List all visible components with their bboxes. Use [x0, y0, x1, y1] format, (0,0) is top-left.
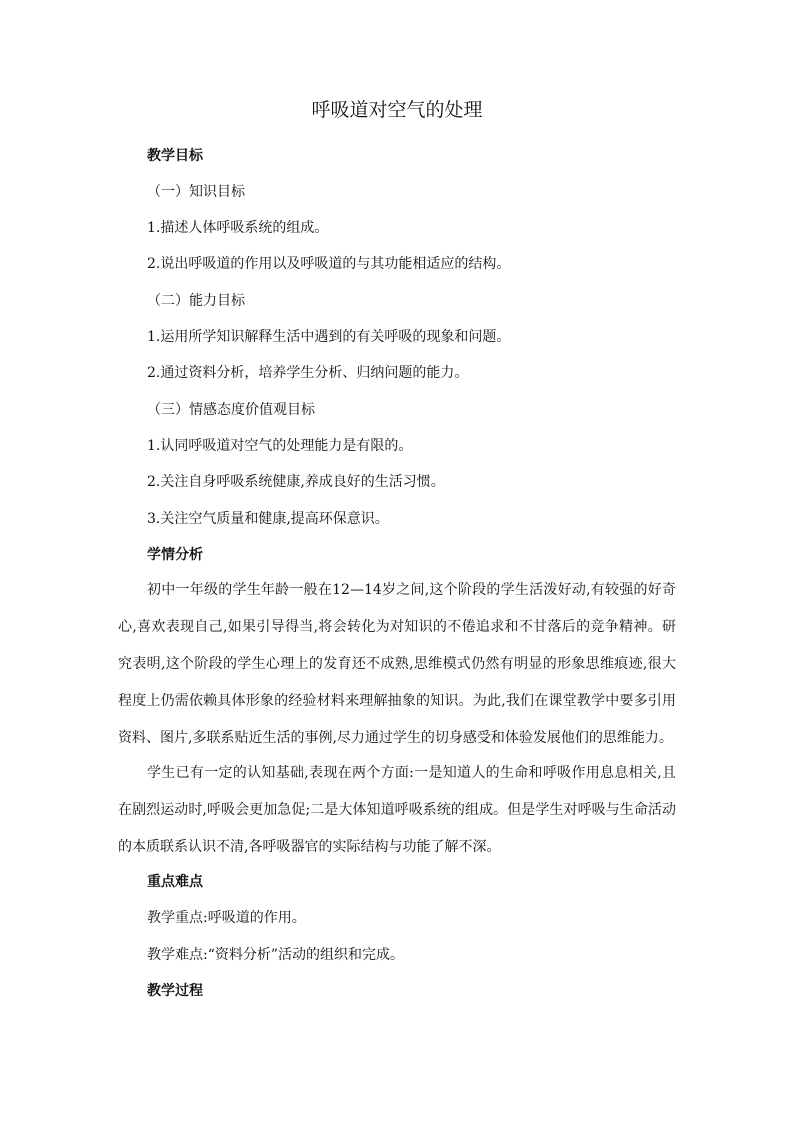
subsection-ability-goals: （二）能力目标: [147, 293, 245, 309]
ability-goal-item: 1.运用所学知识解释生活中遇到的有关呼吸的现象和问题。: [147, 329, 511, 345]
analysis-paragraph: 初中一年级的学生年龄一般在12—14岁之间,这个阶段的学生活泼好动,有较强的好奇心,喜欢表现自己,如果引导得当,将会转化为对知识的不倦追求和不甘落后的竞争精神。研究表明,这个阶段的学生心理上的发育还不成熟,思维模式仍然有明显的形象思维痕迹,很大程度上仍需依赖具体形象的经验材料来理解抽象的知识。为此,我们在课堂教学中要多引用资料、图片,多联系贴近生活的事例,尽力通过学生的切身感受和体验发展他们的思维能力。: [118, 582, 676, 746]
section-heading-key-points: 重点难点: [147, 874, 203, 890]
teaching-focus: 教学重点:呼吸道的作用。: [147, 910, 306, 926]
subsection-knowledge-goals: （一）知识目标: [147, 184, 245, 200]
ability-goal-item: 2.通过资料分析，培养学生分析、归纳问题的能力。: [147, 365, 469, 381]
section-heading-teaching-process: 教学过程: [147, 983, 203, 999]
knowledge-goal-item: 1.描述人体呼吸系统的组成。: [147, 220, 329, 236]
section-heading-teaching-goals: 教学目标: [147, 148, 203, 164]
analysis-paragraph: 学生已有一定的认知基础,表现在两个方面:一是知道人的生命和呼吸作用息息相关,且在剧烈运动时,呼吸会更加急促;二是大体知道呼吸系统的组成。但是学生对呼吸与生命活动的本质联系认识不清,各呼吸器官的实际结构与功能了解不深。: [118, 765, 676, 855]
section-heading-student-analysis: 学情分析: [147, 547, 203, 563]
emotion-goal-item: 3.关注空气质量和健康,提高环保意识。: [147, 511, 389, 527]
emotion-goal-item: 1.认同呼吸道对空气的处理能力是有限的。: [147, 438, 413, 454]
subsection-emotion-goals: （三）情感态度价值观目标: [147, 402, 315, 418]
teaching-difficulty: 教学难点:“资料分析”活动的组织和完成。: [147, 947, 405, 963]
knowledge-goal-item: 2.说出呼吸道的作用以及呼吸道的与其功能相适应的结构。: [147, 256, 511, 272]
emotion-goal-item: 2.关注自身呼吸系统健康,养成良好的生活习惯。: [147, 474, 445, 490]
document-title: 呼吸道对空气的处理: [311, 99, 483, 121]
